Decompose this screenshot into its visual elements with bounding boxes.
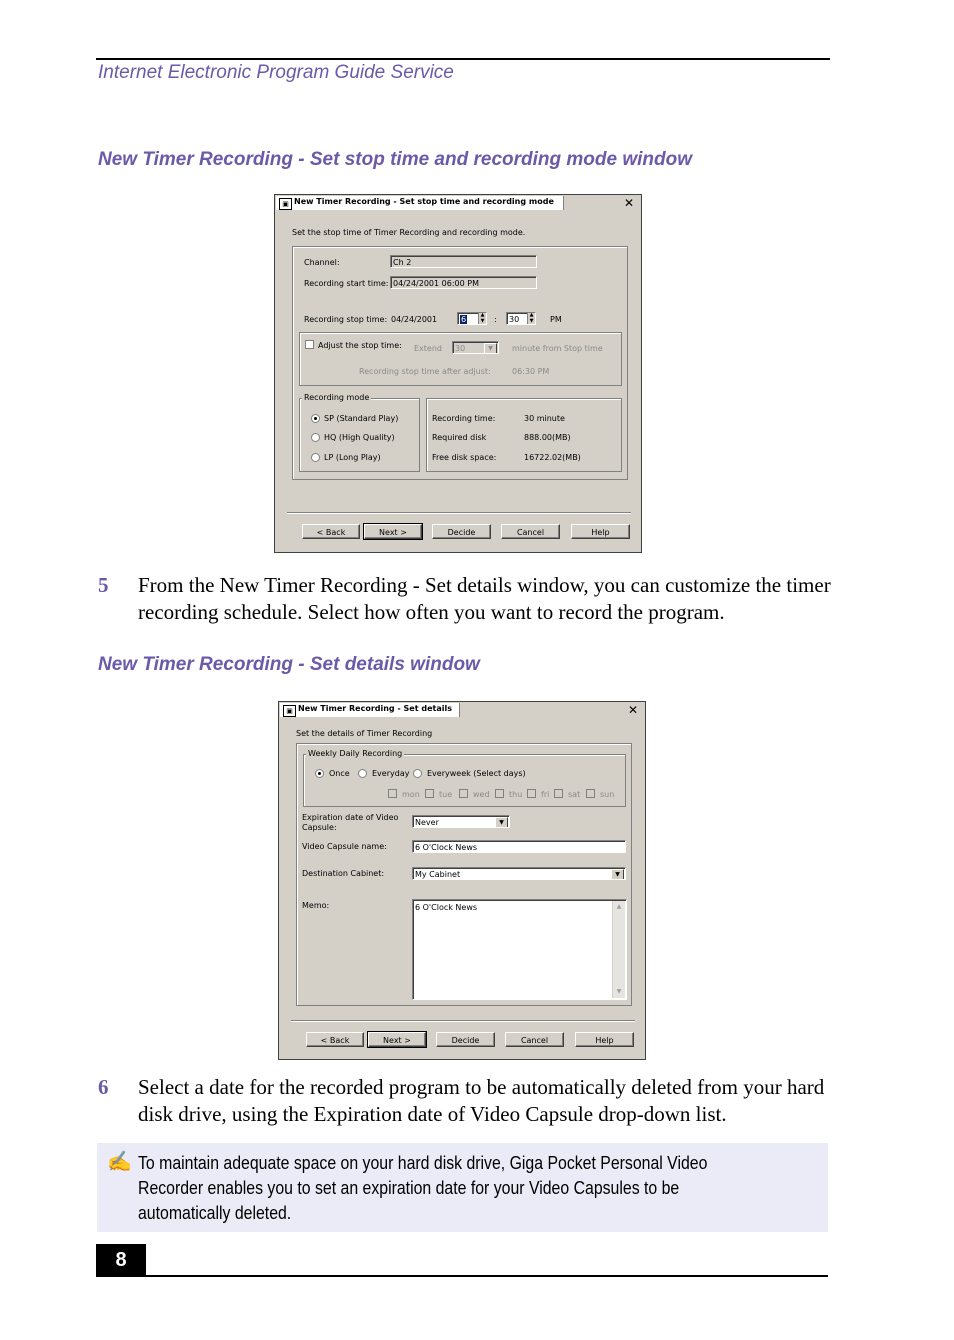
mode-label-lp: LP (Long Play)	[324, 453, 381, 462]
freq-label-once: Once	[329, 769, 350, 778]
mode-radio-hq[interactable]	[311, 433, 320, 442]
back-button[interactable]: < Back	[302, 524, 360, 539]
running-header: Internet Electronic Program Guide Service	[98, 62, 454, 83]
start-time-label: Recording start time:	[304, 279, 389, 288]
step5-text: From the New Timer Recording - Set details window, you can customize the timer recording schedule. Select how often you want to record the program.	[138, 573, 831, 624]
step5-number: 5	[98, 573, 109, 597]
day-checkbox-mon[interactable]	[388, 789, 397, 798]
help-button[interactable]: Help	[571, 524, 630, 539]
weekly-daily-group	[303, 754, 626, 807]
after-adjust-value: 06:30 PM	[512, 367, 550, 376]
day-checkbox-tue[interactable]	[425, 789, 434, 798]
req-disk-label: Required disk	[432, 433, 487, 442]
expiration-dropdown[interactable]	[412, 815, 510, 828]
recording-mode-label: Recording mode	[304, 393, 370, 402]
free-disk-value: 16722.02(MB)	[524, 453, 581, 462]
memo-label: Memo:	[302, 901, 330, 910]
rec-time-value: 30 minute	[524, 414, 565, 423]
freq-radio-once[interactable]	[315, 769, 324, 778]
day-checkbox-fri[interactable]	[527, 789, 536, 798]
note-line: Recorder enables you to set an expiration date for your Video Capsules to be	[138, 1178, 680, 1198]
day-label-fri: fri	[541, 790, 550, 799]
freq-radio-everyweek[interactable]	[413, 769, 422, 778]
decide-button[interactable]: Decide	[432, 524, 491, 539]
day-label-sat: sat	[568, 790, 581, 799]
day-checkbox-wed[interactable]	[459, 789, 468, 798]
page-number: 8	[96, 1244, 146, 1277]
set-details-dialog	[278, 701, 646, 1060]
after-adjust-label: Recording stop time after adjust:	[359, 367, 491, 376]
dialog1-titlebar	[276, 196, 640, 210]
button-separator	[291, 1020, 635, 1022]
dialog2-title: New Timer Recording - Set details	[298, 704, 452, 713]
extend-suffix: minute from Stop time	[512, 344, 603, 353]
scroll-up-icon[interactable]: ▲	[616, 903, 622, 910]
extend-dropdown[interactable]	[452, 341, 499, 354]
button-separator	[287, 512, 631, 514]
memo-scrollbar[interactable]	[612, 901, 625, 998]
app-icon: ▣	[279, 198, 292, 210]
free-disk-label: Free disk space:	[432, 453, 497, 462]
adjust-label: Adjust the stop time:	[318, 341, 402, 350]
cabinet-dropdown[interactable]	[412, 867, 626, 880]
cancel-button[interactable]: Cancel	[501, 524, 560, 539]
capsule-name-input[interactable]: 6 O'Clock News	[412, 840, 626, 853]
rec-time-label: Recording time:	[432, 414, 496, 423]
step6-number: 6	[98, 1075, 109, 1099]
expiration-value: Never	[415, 818, 439, 827]
step6-text: Select a date for the recorded program to be automatically deleted from your hard disk drive, using the Expiration date of Video Capsule drop-down list.	[138, 1075, 825, 1126]
req-disk-value: 888.00(MB)	[524, 433, 571, 442]
close-icon[interactable]: ✕	[623, 196, 634, 210]
note-text	[138, 1151, 736, 1226]
chevron-down-icon[interactable]: ▼	[611, 869, 624, 880]
mode-radio-lp[interactable]	[311, 453, 320, 462]
header-rule	[96, 58, 830, 60]
cabinet-value: My Cabinet	[415, 870, 461, 879]
start-time-field: 04/24/2001 06:00 PM	[390, 276, 537, 289]
figure1-caption: New Timer Recording - Set stop time and recording mode window	[98, 149, 693, 170]
stop-time-dialog	[274, 194, 642, 553]
time-colon: :	[494, 315, 497, 324]
note-line: automatically deleted.	[138, 1203, 292, 1223]
dialog2-titlebar	[280, 703, 644, 717]
ampm-label: PM	[550, 315, 562, 324]
capsule-name-label: Video Capsule name:	[302, 842, 387, 851]
dialog2-instruction: Set the details of Timer Recording	[296, 729, 433, 738]
freq-label-everyday: Everyday	[372, 769, 410, 778]
mode-radio-sp[interactable]	[311, 414, 320, 423]
stop-minute-stepper[interactable]	[506, 312, 536, 325]
spin-arrows-icon[interactable]: ▲ ▼	[478, 312, 486, 325]
stop-time-label: Recording stop time:	[304, 315, 388, 324]
weekly-daily-label: Weekly Daily Recording	[308, 749, 403, 758]
dialog1-title: New Timer Recording - Set stop time and recording mode	[294, 197, 554, 206]
freq-radio-everyday[interactable]	[358, 769, 367, 778]
dialog1-title-tab	[276, 196, 564, 210]
close-icon[interactable]: ✕	[627, 703, 638, 717]
channel-field: Ch 2	[390, 255, 537, 268]
extend-value: 30	[455, 344, 466, 353]
extend-label: Extend	[414, 344, 442, 353]
day-label-wed: wed	[473, 790, 490, 799]
stop-minute-value: 30	[509, 315, 520, 324]
figure2-caption: New Timer Recording - Set details window	[98, 654, 480, 675]
back-button[interactable]: < Back	[306, 1032, 364, 1047]
mode-label-hq: HQ (High Quality)	[324, 433, 395, 442]
expiration-label: Expiration date of Video Capsule:	[302, 813, 399, 832]
cabinet-label: Destination Cabinet:	[302, 869, 385, 878]
footer-rule	[96, 1275, 828, 1277]
channel-label: Channel:	[304, 258, 340, 267]
chevron-down-icon[interactable]: ▼	[484, 343, 497, 354]
memo-text: 6 O'Clock News	[415, 903, 478, 912]
next-button[interactable]: Next >	[368, 1032, 426, 1047]
day-label-tue: tue	[439, 790, 453, 799]
chevron-down-icon[interactable]: ▼	[495, 817, 508, 828]
day-checkbox-thu[interactable]	[495, 789, 504, 798]
app-icon: ▣	[283, 705, 296, 717]
day-label-mon: mon	[402, 790, 420, 799]
note-box	[97, 1143, 828, 1232]
day-label-sun: sun	[600, 790, 615, 799]
stop-hour-stepper[interactable]	[457, 312, 487, 325]
day-label-thu: thu	[509, 790, 523, 799]
dialog1-instruction: Set the stop time of Timer Recording and recording mode.	[292, 228, 526, 237]
spin-arrows-icon[interactable]: ▲ ▼	[527, 312, 535, 325]
mode-label-sp: SP (Standard Play)	[324, 414, 399, 423]
dialog2-title-tab	[280, 703, 460, 717]
memo-textarea[interactable]	[412, 899, 627, 1000]
cancel-button[interactable]: Cancel	[505, 1032, 564, 1047]
day-checkbox-sun[interactable]	[586, 789, 595, 798]
decide-button[interactable]: Decide	[436, 1032, 495, 1047]
stop-date: 04/24/2001	[391, 315, 438, 324]
day-checkbox-sat[interactable]	[554, 789, 563, 798]
pencil-note-icon: ✍	[107, 1151, 132, 1173]
freq-label-everyweek: Everyweek (Select days)	[427, 769, 526, 778]
note-line: To maintain adequate space on your hard disk drive, Giga Pocket Personal Video	[138, 1153, 708, 1173]
scroll-down-icon[interactable]: ▼	[616, 988, 622, 995]
help-button[interactable]: Help	[575, 1032, 634, 1047]
stop-hour-value: 6	[461, 315, 467, 324]
adjust-checkbox[interactable]	[305, 340, 314, 349]
next-button[interactable]: Next >	[364, 524, 422, 539]
